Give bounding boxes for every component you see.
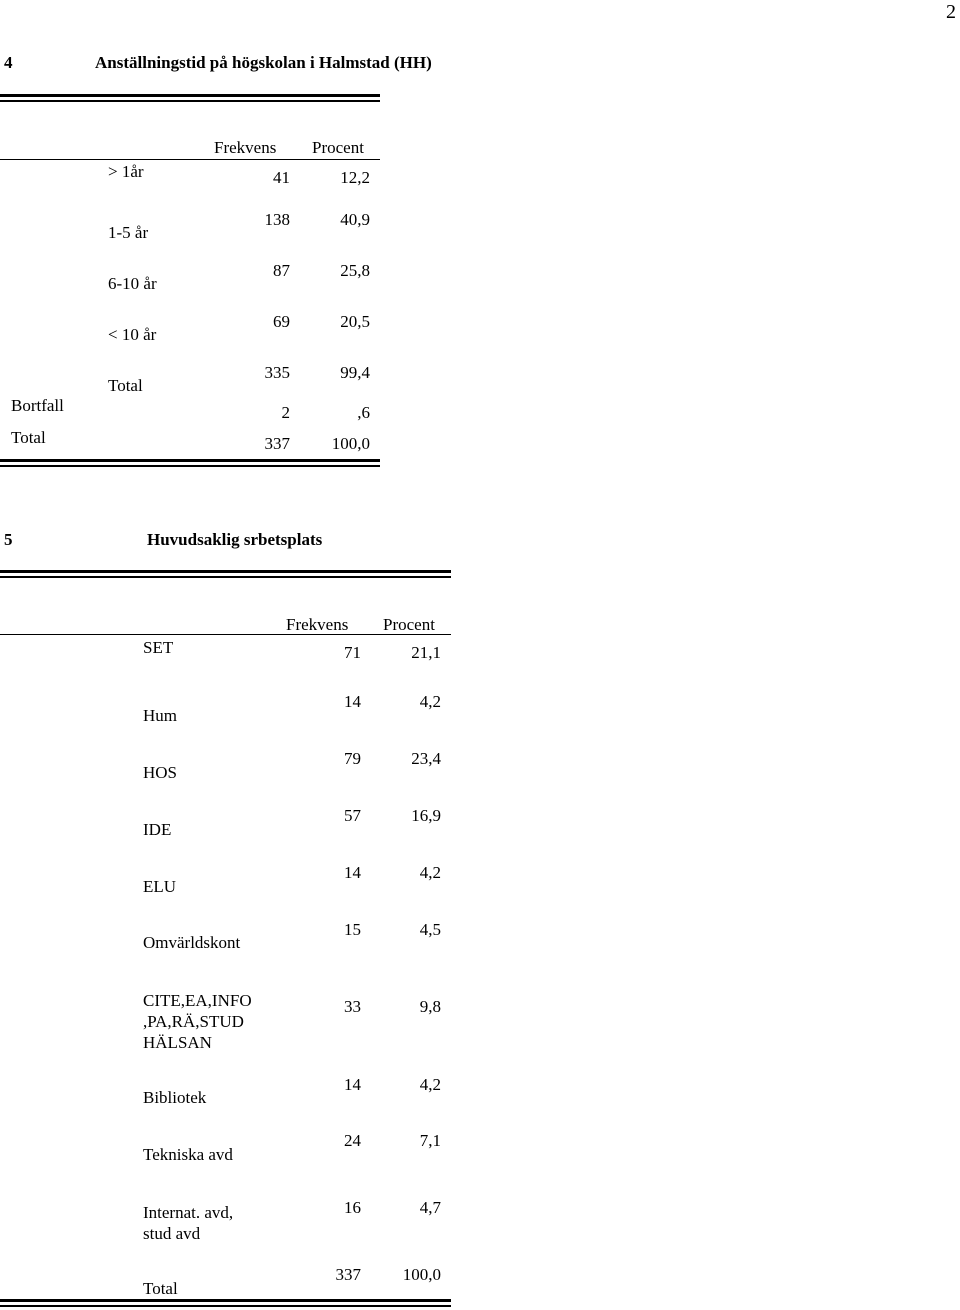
table-4-header-rule [0,159,380,160]
table-4-row-freq: 138 [264,210,290,229]
table-5-row-pct: 4,7 [419,1198,441,1217]
table-5-row-freq: 14 [344,863,361,882]
table-5-row-label: ELU [143,877,177,896]
table-4-row-freq: 69 [273,312,290,331]
table-5-row-freq: 24 [344,1131,361,1150]
table-4-row-freq: 337 [264,434,290,453]
table-4-top-rule [0,94,380,102]
table-5-row-pct: 100,0 [402,1265,441,1284]
table-5-row-pct: 9,8 [419,997,441,1016]
table-4-row-pct: 99,4 [340,363,370,382]
table-5-header-rule [0,634,451,635]
table-5-row-freq: 57 [344,806,361,825]
table-4-row-pct: 40,9 [340,210,370,229]
table-5-row-label: IDE [143,820,172,839]
table-5-row-pct: 4,2 [419,1075,441,1094]
table-5-top-rule [0,570,451,578]
table-4-number: 4 [4,53,13,72]
table-4-row-pct: ,6 [357,403,370,422]
table-4-row-group: Bortfall [11,396,64,415]
table-5-row-label: CITE,EA,INFO ,PA,RÄ,STUD HÄLSAN [143,991,252,1052]
table-5-row-freq: 15 [344,920,361,939]
table-4-row-pct: 20,5 [340,312,370,331]
table-4-row-label: < 10 år [108,325,157,344]
table-4-row-pct: 25,8 [340,261,370,280]
table-4-header-frekvens: Frekvens [214,138,277,157]
table-5-bottom-rule [0,1299,451,1307]
table-5-number: 5 [4,530,13,549]
table-4-row-group: Total [11,428,46,447]
table-5-row-freq: 71 [344,643,361,662]
table-5-row-pct: 23,4 [411,749,441,768]
table-5-row-label: Total [143,1279,178,1298]
table-5-row-label: Hum [143,706,177,725]
table-5-row-label: Bibliotek [143,1088,207,1107]
table-4-row-label: 6-10 år [108,274,157,293]
table-5-row-pct: 4,5 [419,920,441,939]
table-4-row-label: Total [108,376,143,395]
table-5-row-label: Internat. avd, stud avd [143,1203,234,1243]
table-5-row-freq: 14 [344,692,361,711]
table-5-row-pct: 7,1 [419,1131,441,1150]
table-4-row-label: > 1år [108,162,144,181]
table-4-bottom-rule [0,459,380,467]
table-5-row-freq: 79 [344,749,361,768]
table-5-header-procent: Procent [383,615,435,634]
table-5-row-label: HOS [143,763,178,782]
table-4-row-label: 1-5 år [108,223,149,242]
table-5-row-pct: 16,9 [411,806,441,825]
table-4-row-freq: 335 [264,363,290,382]
table-4-row-freq: 2 [281,403,290,422]
page-number: 2 [946,1,956,23]
table-4-row-pct: 12,2 [340,168,370,187]
table-5-row-label: SET [143,638,174,657]
table-5-title: Huvudsaklig srbetsplats [147,530,323,549]
table-4-title: Anställningstid på högskolan i Halmstad (HH) [95,53,432,72]
table-4-header-procent: Procent [312,138,364,157]
table-5-row-freq: 14 [344,1075,361,1094]
table-5-row-pct: 21,1 [411,643,441,662]
table-4-row-freq: 41 [273,168,290,187]
table-5-row-label: Omvärldskont [143,933,241,952]
table-5-header-frekvens: Frekvens [286,615,349,634]
table-5-row-pct: 4,2 [419,692,441,711]
table-5-row-freq: 16 [344,1198,361,1217]
table-4-row-pct: 100,0 [331,434,370,453]
table-4-row-freq: 87 [273,261,290,280]
table-5-row-freq: 337 [335,1265,361,1284]
table-5-row-label: Tekniska avd [143,1145,233,1164]
table-5-row-pct: 4,2 [419,863,441,882]
table-5-row-freq: 33 [344,997,361,1016]
